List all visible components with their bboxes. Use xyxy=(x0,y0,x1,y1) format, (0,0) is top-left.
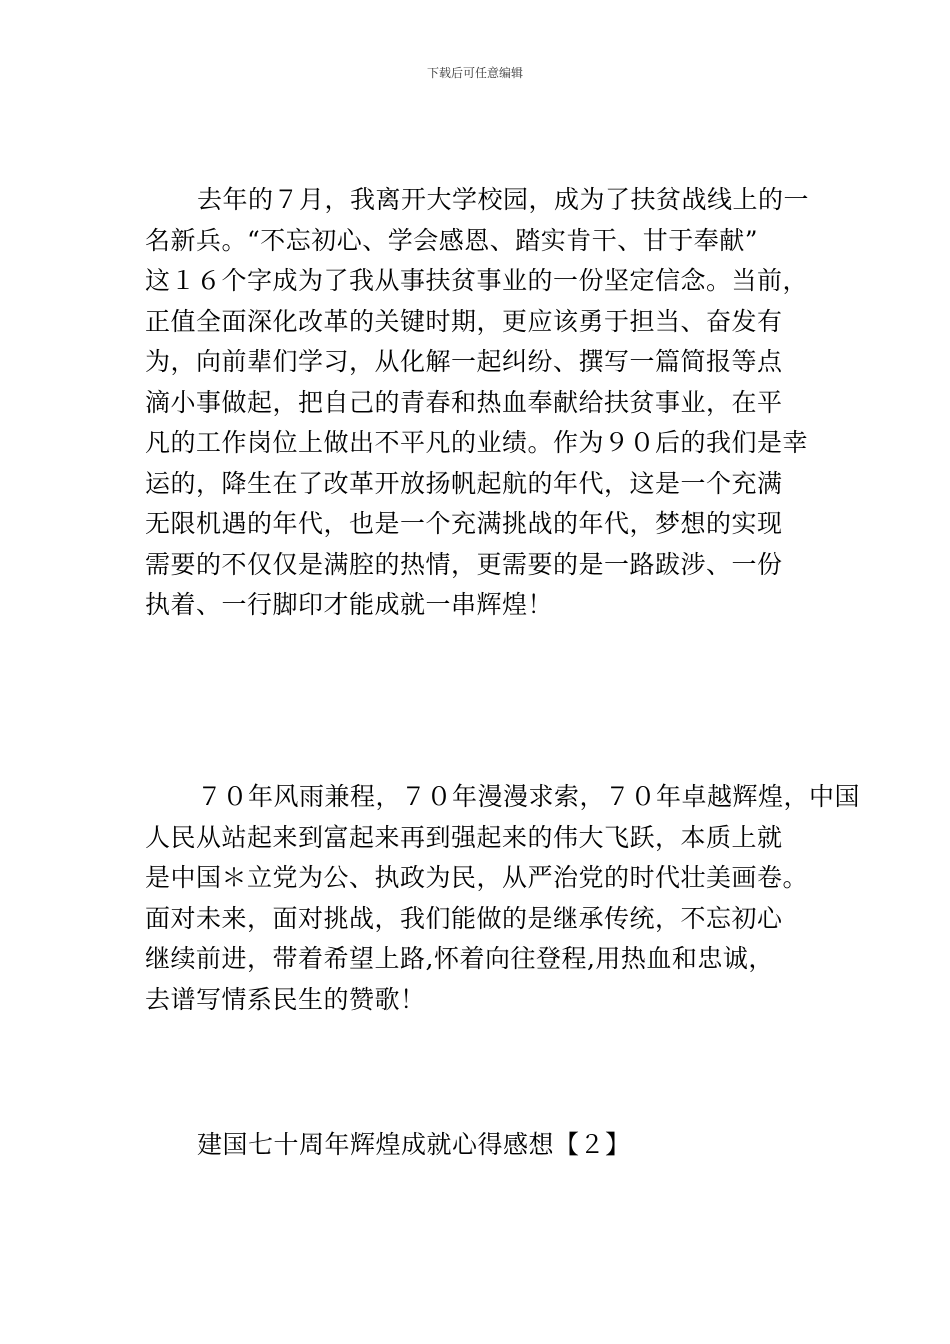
paragraph-1 xyxy=(145,180,810,626)
section-heading-text: 建国七十周年辉煌成就心得感想【２】 xyxy=(197,1130,631,1159)
paragraph-line: 继续前进，带着希望上路,怀着向往登程,用热血和忠诚， xyxy=(145,944,774,973)
paragraph-line: 正值全面深化改革的关键时期，更应该勇于担当、奋发有 xyxy=(145,306,783,336)
paragraph-line: 人民从站起来到富起来再到强起来的伟大飞跃，本质上就 xyxy=(145,822,783,852)
paragraph-line: 去年的７月，我离开大学校园，成为了扶贫战线上的一 xyxy=(197,185,810,214)
paragraph-line: 去谱写情系民生的赞歌！ xyxy=(145,984,426,1014)
paragraph-line: 无限机遇的年代，也是一个充满挑战的年代，梦想的实现 xyxy=(145,509,783,538)
paragraph-line: 凡的工作岗位上做出不平凡的业绩。作为９０后的我们是幸 xyxy=(145,428,809,457)
paragraph-line: ７０年风雨兼程，７０年漫漫求索，７０年卓越辉煌，中国 xyxy=(197,782,861,811)
paragraph-line: 运的，降生在了改革开放扬帆起航的年代，这是一个充满 xyxy=(145,468,783,498)
section-heading xyxy=(145,1125,807,1166)
paragraph-line: 为，向前辈们学习，从化解一起纠纷、撰写一篇简报等点 xyxy=(145,347,783,376)
page-header: 下载后可任意编辑 xyxy=(426,66,523,80)
paragraph-line: 需要的不仅仅是满腔的热情，更需要的是一路跋涉、一份 xyxy=(145,549,783,579)
paragraph-line: 是中国＊立党为公、执政为民，从严治党的时代壮美画卷。 xyxy=(145,863,809,892)
paragraph-line: 面对未来，面对挑战，我们能做的是继承传统，不忘初心 xyxy=(145,903,783,933)
paragraph-2 xyxy=(145,777,861,1020)
paragraph-line: 滴小事做起，把自己的青春和热血奉献给扶贫事业，在平 xyxy=(145,387,783,417)
paragraph-line: 这１６个字成为了我从事扶贫事业的一份坚定信念。当前， xyxy=(145,266,809,295)
paragraph-line: 名新兵。“不忘初心、学会感恩、踏实肯干、甘于奉献” xyxy=(145,225,759,255)
paragraph-line: 执着、一行脚印才能成就一串辉煌！ xyxy=(145,590,554,619)
